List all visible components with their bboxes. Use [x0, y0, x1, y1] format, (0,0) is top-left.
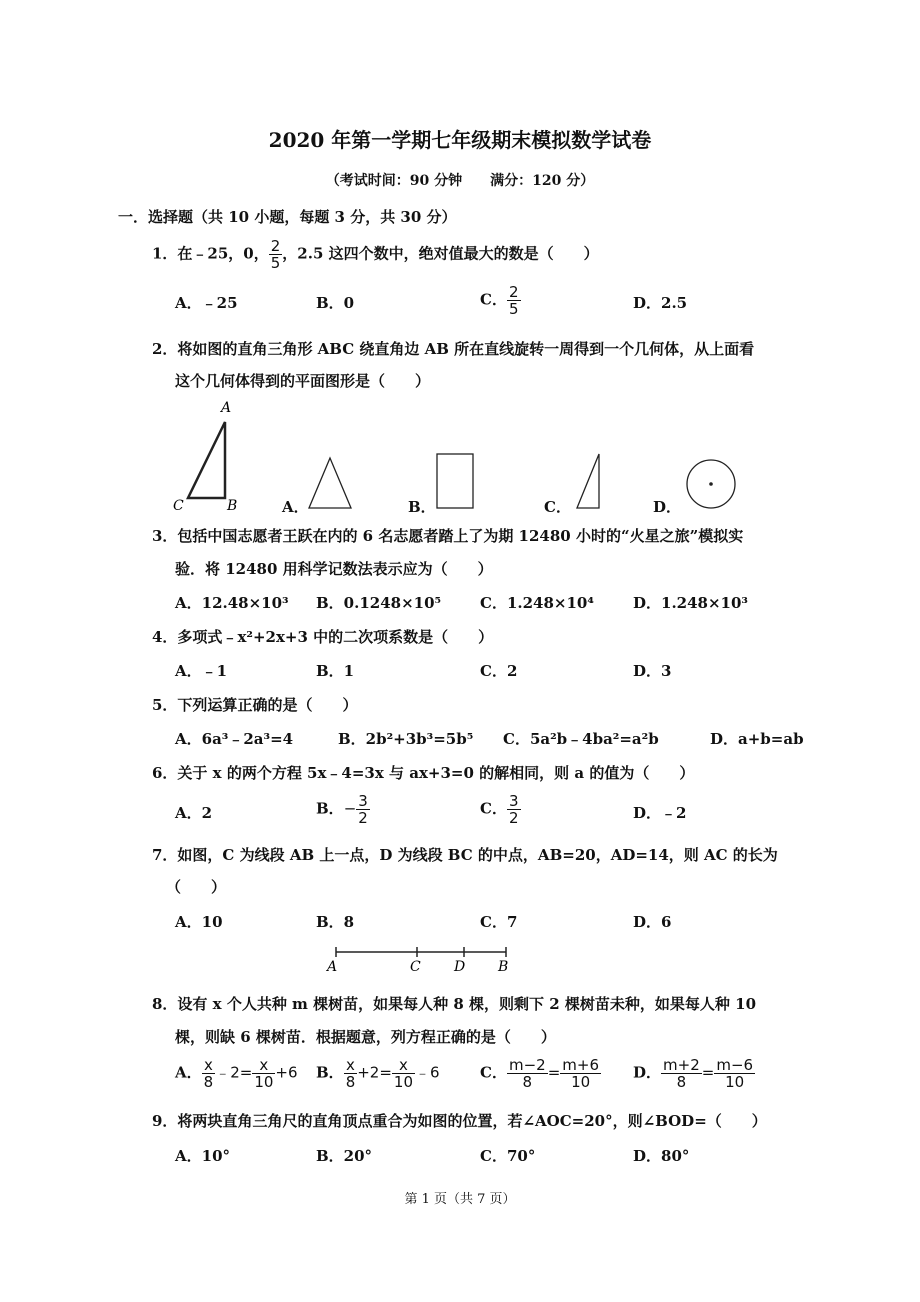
- section-heading: 一．选择题（共 10 小题，每题 3 分，共 30 分）: [118, 208, 457, 226]
- q1-option-a: A．﹣25: [175, 294, 238, 312]
- fraction: $\frac{2}{5}$: [270, 237, 281, 272]
- q2-option-a: A．: [282, 498, 309, 516]
- q3-option-b: B．0.1248×10⁵: [316, 594, 442, 612]
- q4-option-d: D．3: [633, 662, 672, 680]
- label-b: B: [227, 498, 238, 514]
- q2-option-d: D．: [653, 498, 682, 516]
- page-number: 第 1 页（共 7 页）: [404, 1192, 516, 1207]
- q5-option-a: A．6a³﹣2a³=4: [175, 730, 294, 748]
- segment-ab-figure: [320, 940, 520, 976]
- q7-option-b: B．8: [316, 913, 355, 931]
- question-5-stem: 5．下列运算正确的是（ ）: [152, 696, 358, 714]
- q2-option-c: C．: [544, 498, 571, 516]
- page-title: 2020 年第一学期七年级期末模拟数学试卷: [268, 128, 652, 152]
- q5-option-c: C．5a²b﹣4ba²=a²b: [503, 730, 659, 748]
- point-d-label: D: [454, 959, 466, 975]
- rectangle-shape: [437, 454, 473, 508]
- question-2-line2: 这个几何体得到的平面图形是（ ）: [175, 372, 431, 390]
- label-c: C: [173, 498, 184, 514]
- question-3-line1: 3．包括中国志愿者王跃在内的 6 名志愿者踏上了为期 12480 小时的“火星之旅”模拟实: [152, 527, 744, 545]
- point-c-label: C: [410, 959, 421, 975]
- q3-option-a: A．12.48×10³: [175, 594, 289, 612]
- q4-option-a: A．﹣1: [175, 662, 228, 680]
- question-2-line1: 2．将如图的直角三角形 ABC 绕直角边 AB 所在直线旋转一周得到一个几何体，从上面看: [152, 340, 755, 358]
- q8-option-c: C． $\frac{m-2}{8}$ = $\frac{m+6}{10}$: [480, 1056, 599, 1091]
- q4-option-c: C．2: [480, 662, 518, 680]
- question-8-line1: 8．设有 x 个人共种 m 棵树苗，如果每人种 8 棵，则剩下 2 棵树苗未种，如果每人种 10: [152, 995, 757, 1013]
- question-7-line1: 7．如图，C 为线段 AB 上一点，D 为线段 BC 的中点，AB=20，AD=14，则 AC 的长为: [152, 846, 778, 864]
- circle-with-center-shape: [687, 460, 735, 508]
- q3-option-d: D．1.248×10³: [633, 594, 748, 612]
- q7-option-d: D．6: [633, 913, 672, 931]
- q1-option-d: D．2.5: [633, 294, 688, 312]
- question-4-stem: 4．多项式﹣x²+2x+3 中的二次项系数是（ ）: [152, 628, 494, 646]
- q7-option-c: C．7: [480, 913, 518, 931]
- q6-option-a: A．2: [175, 804, 213, 822]
- label-a: A: [221, 400, 232, 416]
- question-8-line2: 棵，则缺 6 棵树苗．根据题意，列方程正确的是（ ）: [175, 1028, 556, 1046]
- q5-option-b: B．2b²+3b³=5b⁵: [338, 730, 474, 748]
- q9-option-b: B．20°: [316, 1147, 373, 1165]
- isosceles-triangle-shape: [309, 458, 351, 508]
- q4-option-b: B．1: [316, 662, 355, 680]
- question-6-stem: 6．关于 x 的两个方程 5x﹣4=3x 与 ax+3=0 的解相同，则 a 的值为（ ）: [152, 764, 695, 782]
- q1-option-c: C． $\frac{2}{5}$: [480, 283, 519, 318]
- point-b-label: B: [498, 959, 509, 975]
- q1-option-b: B．0: [316, 294, 355, 312]
- q2-option-b: B．: [408, 498, 436, 516]
- q8-option-d: D． $\frac{m+2}{8}$ = $\frac{m-6}{10}$: [633, 1056, 754, 1091]
- right-triangle-shape: [577, 454, 599, 508]
- q6-option-b: B．− $\frac{3}{2}$: [316, 792, 368, 827]
- q6-option-d: D．﹣2: [633, 804, 687, 822]
- q9-option-a: A．10°: [175, 1147, 231, 1165]
- q6-option-c: C． $\frac{3}{2}$: [480, 792, 519, 827]
- question-3-line2: 验．将 12480 用科学记数法表示应为（ ）: [175, 560, 493, 578]
- point-a-label: A: [327, 959, 338, 975]
- q7-option-a: A．10: [175, 913, 223, 931]
- triangle-abc-figure: [173, 400, 237, 514]
- question-7-line2: （ ）: [166, 878, 227, 896]
- q9-option-c: C．70°: [480, 1147, 536, 1165]
- q5-option-d: D．a+b=ab: [710, 730, 804, 748]
- q3-option-c: C．1.248×10⁴: [480, 594, 594, 612]
- question-9-stem: 9．将两块直角三角尺的直角顶点重合为如图的位置，若∠AOC=20°，则∠BOD=（ ）: [152, 1112, 767, 1130]
- question-1-stem: 1．在﹣25，0， $\frac{2}{5}$ ，2.5 这四个数中，绝对值最大的数是（ ）: [152, 237, 599, 272]
- q9-option-d: D．80°: [633, 1147, 690, 1165]
- exam-info: （考试时间：90 分钟 满分：120 分）: [325, 173, 595, 189]
- q8-option-a: A． $\frac{x}{8}$ ﹣2= $\frac{x}{10}$ +6: [175, 1056, 298, 1091]
- q8-option-b: B． $\frac{x}{8}$ +2= $\frac{x}{10}$ ﹣6: [316, 1056, 440, 1091]
